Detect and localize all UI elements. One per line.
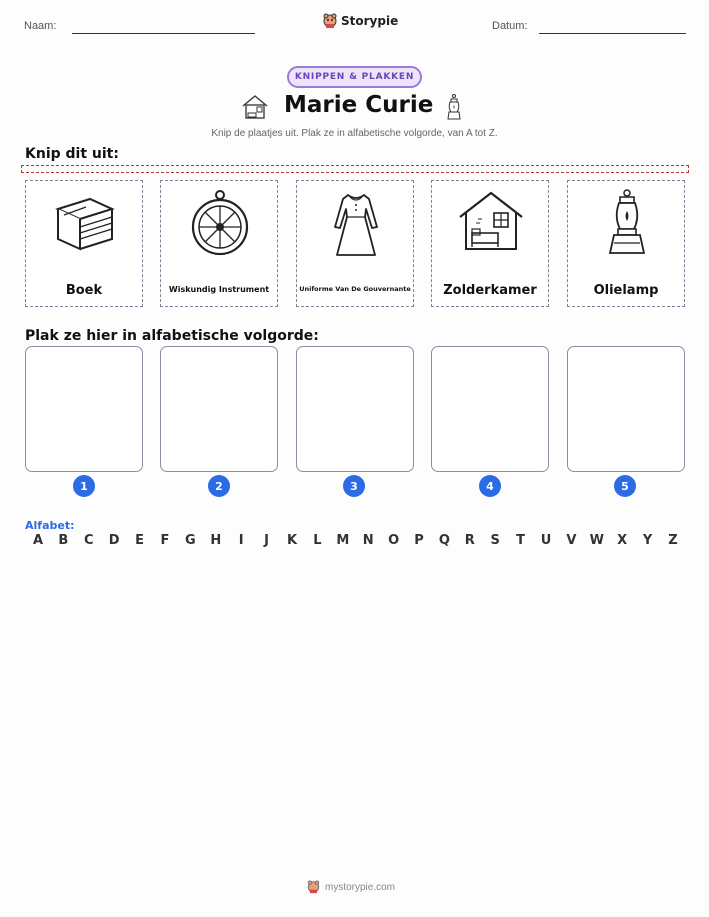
alphabet-letter: D	[108, 533, 120, 548]
alphabet-letter: W	[589, 533, 604, 548]
paste-box-4[interactable]	[431, 346, 549, 472]
alphabet-letter: N	[362, 533, 374, 548]
paste-heading: Plak ze hier in alfabetische volgorde:	[25, 328, 319, 344]
alphabet-letter: Z	[668, 533, 678, 548]
alphabet-letter: E	[135, 533, 145, 548]
title-row	[0, 92, 709, 124]
alphabet-row	[0, 533, 709, 551]
brand-name: Storypie	[341, 14, 399, 28]
number-badge-5: 5	[614, 475, 636, 497]
alphabet-letter: F	[160, 533, 170, 548]
alphabet-letter: X	[617, 533, 628, 548]
storypie-mascot-icon	[307, 880, 320, 894]
alphabet-heading: Alfabet:	[25, 519, 75, 532]
date-line[interactable]	[539, 33, 686, 34]
alphabet-letter: T	[516, 533, 526, 548]
footer-url[interactable]: mystorypie.com	[325, 881, 396, 893]
alphabet-letter: M	[336, 533, 350, 548]
cut-line	[21, 165, 689, 173]
instructions: Knip de plaatjes uit. Plak ze in alfabetische volgorde, van A tot Z.	[211, 128, 498, 139]
alphabet-letter: K	[286, 533, 298, 548]
card-label: Olielamp	[593, 283, 659, 298]
alphabet-letter: R	[464, 533, 475, 548]
oil-lamp-title-icon	[446, 94, 462, 122]
card-label: Boek	[65, 283, 103, 298]
page-title: Marie Curie	[284, 92, 434, 118]
paste-box-3[interactable]	[296, 346, 414, 472]
alphabet-letter: V	[566, 533, 577, 548]
compass-instrument-icon	[185, 187, 255, 263]
card-label: Wiskundig Instrument	[168, 285, 270, 294]
alphabet-letter: Q	[438, 533, 450, 548]
oil-lamp-icon	[592, 187, 662, 263]
number-badge-4: 4	[479, 475, 501, 497]
attic-house-icon	[241, 94, 269, 120]
alphabet-letter: C	[84, 533, 94, 548]
cut-card-attic[interactable]	[431, 180, 549, 307]
number-badge-1: 1	[73, 475, 95, 497]
alphabet-letter: G	[185, 533, 196, 548]
cut-card-instrument[interactable]	[160, 180, 278, 307]
cut-card-oil-lamp[interactable]	[567, 180, 685, 307]
alphabet-letter: B	[58, 533, 69, 548]
date-label: Datum:	[492, 20, 528, 32]
alphabet-letter: U	[540, 533, 552, 548]
alphabet-letter: J	[264, 533, 270, 548]
book-icon	[50, 187, 120, 257]
alphabet-letter: P	[414, 533, 424, 548]
alphabet-letter: Y	[642, 533, 653, 548]
alphabet-letter: O	[388, 533, 400, 548]
cut-card-book[interactable]	[25, 180, 143, 307]
attic-room-icon	[456, 187, 526, 257]
name-label: Naam:	[24, 20, 57, 32]
alphabet-letter: S	[490, 533, 500, 548]
alphabet-letter: H	[210, 533, 222, 548]
number-badge-2: 2	[208, 475, 230, 497]
cut-card-uniform[interactable]	[296, 180, 414, 307]
number-badge-3: 3	[343, 475, 365, 497]
cut-heading: Knip dit uit:	[25, 146, 119, 162]
paste-box-5[interactable]	[567, 346, 685, 472]
card-label: Zolderkamer	[443, 283, 537, 298]
card-label: Uniforme Van De Gouvernante	[299, 285, 411, 293]
paste-box-2[interactable]	[160, 346, 278, 472]
footer	[307, 880, 395, 894]
brand-logo	[323, 13, 398, 29]
alphabet-letter: A	[32, 533, 44, 548]
alphabet-letter: L	[313, 533, 322, 548]
alphabet-letter: I	[238, 533, 244, 548]
storypie-mascot-icon	[323, 13, 337, 29]
name-line[interactable]	[72, 33, 255, 34]
dress-icon	[321, 187, 391, 263]
paste-box-1[interactable]	[25, 346, 143, 472]
activity-badge: KNIPPEN & PLAKKEN	[287, 66, 422, 88]
